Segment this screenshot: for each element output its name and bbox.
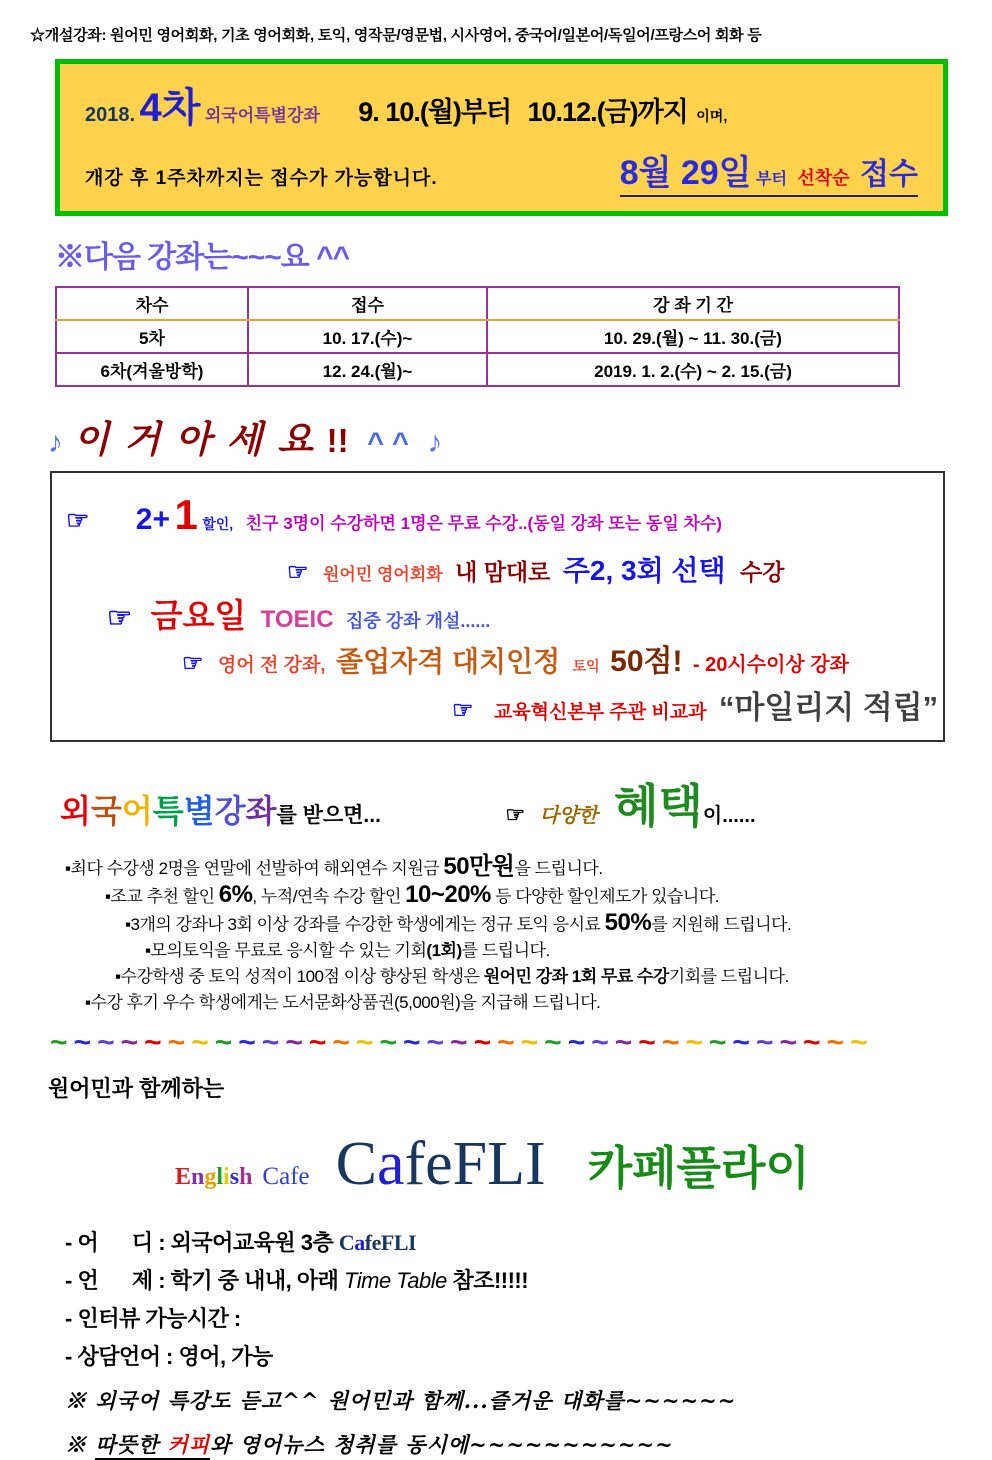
colored-letter: 좌 [245,793,277,830]
banner-period-from: 9. 10.(월)부터 [358,97,512,127]
detail-where-text: 외국어교육원 3층 [170,1230,339,1256]
next-courses-title: ※다음 강좌는~~~요 ^^ [55,241,350,274]
banner-year: 2018. [85,104,136,126]
benefit-segment: 을 드립니다. [514,859,603,879]
benefit-segment: ▪수강 후기 우수 학생에게는 도서문화상품권(5,000원)을 지급해 드립니다. [85,993,601,1013]
handwriting-line-1: ※ 외국어 특강도 듣고^^ 원어민과 함께...즐거운 대화를~~~~~~ [65,1388,737,1414]
brand-letters-rest: feFLI [364,1230,417,1256]
benefit-segment: , 누적/연속 수강 할인 [252,887,406,907]
colored-letter: ~ [779,1026,803,1060]
colored-letter: 별 [183,793,215,830]
cafe-korean-name: 카페플라이 [587,1142,810,1195]
brand-letter-c: C [338,1230,355,1256]
promo-one: 1 [174,491,198,538]
pointing-finger-icon: ☞ [505,802,526,828]
colored-letter: l [216,1164,224,1191]
promo-all-english: 영어 전 강좌, [217,655,326,677]
benefits-word: 혜택 [614,781,703,833]
colored-letter: ~ [379,1026,403,1060]
know-this-text: 이 거 아 세 요 [73,420,317,461]
brand-letter-c: C [335,1130,377,1199]
pointing-finger-icon: ☞ [452,696,474,724]
colored-letter: ~ [238,1026,262,1060]
benefit-item [65,882,992,910]
colored-letter: ~ [520,1026,545,1060]
detail-timetable: Time Table [344,1268,447,1294]
pointing-finger-icon: ☞ [182,650,204,678]
table-header-cell: 접수 [248,287,487,320]
colored-letter: ~ [144,1026,168,1060]
colored-letter: ~ [638,1026,662,1060]
benefit-segment: ▪최다 수강생 2명을 연말에 선발하여 해외연수 지원금 [65,859,444,879]
banner-round: 4차 [139,86,201,130]
detail-when [65,1264,992,1295]
colored-letter: ~ [426,1026,451,1060]
benefit-segment: 10~20% [405,881,491,909]
colored-letter: 외 [60,793,91,830]
table-row [56,320,899,353]
brand-letter-a: a [376,1130,405,1199]
first-come-label: 선착순 [797,168,850,188]
smiley-text: ^ ^ [367,427,409,459]
benefits-suffix: 를 받으면... [276,804,381,828]
cafe-title [175,1129,992,1200]
benefits-various: 다양한 [539,805,598,828]
pointing-finger-icon: ☞ [66,505,90,535]
benefit-segment: (1회) [426,941,462,961]
benefit-segment: ▪조교 추천 할인 [105,887,219,907]
benefit-segment: 등 다양한 할인제도가 있습니다. [490,887,719,907]
promo-line-mileage [452,687,943,729]
colored-letter: 국 [90,793,122,830]
colored-letter: ~ [850,1026,874,1060]
cafe-word: Cafe [262,1163,310,1191]
colored-letter: h [239,1164,253,1191]
rainbow-separator [50,1026,992,1060]
promo-graduation-credit: 졸업자격 대치인정 [336,646,561,678]
detail-when-text1: 학기 중 내내, 아래 [170,1268,344,1294]
colored-letter: ~ [755,1026,780,1060]
detail-when-text2: 참조!!!!! [446,1268,529,1294]
table-header-cell: 강 좌 기 간 [487,287,899,320]
colored-letter: ~ [73,1026,98,1060]
colored-letter: ~ [544,1026,568,1060]
promo-line-friday [107,594,943,639]
colored-letter: ~ [214,1026,239,1060]
promo-toeic: TOEIC [260,606,334,634]
banner-line-2 [85,145,918,197]
music-note-icon: ♪ [427,426,443,459]
colored-letter: ~ [50,1026,74,1060]
colored-letter: ~ [473,1026,498,1060]
english-word [175,1164,252,1191]
colored-letter: ~ [685,1026,709,1060]
know-this-exclamation: !! [326,422,349,459]
colored-letter: ~ [708,1026,733,1060]
hand2-rest: 와 영어뉴스 청취를 동시에~~~~~~~~~~~ [210,1432,674,1458]
registration-start-date [620,145,918,197]
detail-language: - 상담언어 : 영어, 가능 [65,1344,273,1370]
colored-letter: ~ [97,1026,121,1060]
handwriting-line-2 [65,1429,992,1459]
benefit-segment: 50만원 [443,853,515,881]
colored-letter: ~ [591,1026,615,1060]
table-cell: 5차 [56,320,248,353]
benefit-item [65,990,992,1016]
promo-20hours: - 20시수이상 강좌 [692,654,849,677]
colored-letter: n [191,1164,205,1191]
promo-intensive: 집중 강좌 개설...... [346,611,491,632]
banner-program-name: 외국어특별강좌 [204,106,320,125]
banner-period-suffix: 이며, [696,108,728,124]
music-note-icon: ♪ [48,426,63,459]
colored-letter: 강 [214,793,246,830]
banner-registration-info: 개강 후 1주차까지는 접수가 가능합니다. [85,168,438,189]
colored-letter: ~ [732,1026,756,1060]
hand2-warm: 따뜻한 [95,1432,168,1458]
benefit-segment: 50% [604,909,652,937]
benefits-tail: 이...... [702,805,756,828]
benefits-list [65,854,992,1016]
benefits-heading [60,770,992,836]
promo-box [50,471,945,742]
benefit-segment: 원어민 강좌 1회 무료 수강 [483,967,669,987]
promo-take-course: 수강 [739,558,785,585]
table-cell: 6차(겨울방학) [56,353,248,386]
hand2-underlined [95,1432,210,1460]
benefit-segment: 기회를 드립니다. [668,967,789,987]
table-cell: 12. 24.(월)~ [248,353,487,386]
colored-letter: ~ [332,1026,356,1060]
colored-letter: ~ [355,1026,380,1060]
registration-word: 접수 [860,158,918,191]
benefit-item [65,964,992,990]
benefit-item [65,854,992,882]
detail-where [65,1226,992,1257]
promo-2plus1-desc: 친구 3명이 수강하면 1명은 무료 수강..(동일 강좌 또는 동일 차수) [245,514,722,533]
pointing-finger-icon: ☞ [287,558,309,586]
table-header-row [56,287,899,320]
cafe-details [65,1226,992,1459]
colored-letter: ~ [261,1026,286,1060]
know-this-title [48,409,992,463]
detail-where-label: - 어 디 : [65,1230,171,1256]
colored-letter: ~ [450,1026,474,1060]
next-courses-table [55,286,900,387]
colored-letter: ~ [826,1026,851,1060]
promo-friday: 금요일 [150,597,247,635]
table-cell: 2019. 1. 2.(수) ~ 2. 15.(금) [487,353,899,386]
colored-letter: ~ [567,1026,592,1060]
table-header-cell: 차수 [56,287,248,320]
detail-when-label: - 언 제 : [65,1268,171,1294]
registration-banner [55,59,948,216]
promo-line-2plus1 [66,487,943,544]
table-row [56,353,899,386]
promo-native-conversation: 원어민 영어회화 [322,564,443,584]
benefit-segment: 6% [218,881,253,909]
hand2-coffee: 커피 [167,1432,211,1458]
table-cell: 10. 17.(수)~ [248,320,487,353]
detail-interview: - 인터뷰 가능시간 : [65,1306,241,1332]
benefit-segment: 를 지원해 드립니다. [651,915,792,935]
banner-period-to: 10.12.(금)까지 [527,97,688,127]
benefit-segment: 를 드립니다. [461,941,550,961]
colored-letter: ~ [402,1026,427,1060]
benefit-item [65,938,992,964]
cafe-intro: 원어민과 함께하는 [48,1076,225,1102]
colored-letter: ~ [308,1026,333,1060]
registration-from-label: 부터 [756,171,787,188]
table-cell: 10. 29.(월) ~ 11. 30.(금) [487,320,899,353]
benefit-item [65,910,992,938]
pointing-finger-icon: ☞ [107,602,133,634]
promo-line-graduation [182,642,943,683]
brand-letters-rest: feFLI [404,1130,546,1199]
promo-2plus: 2+ [135,503,170,536]
promo-line-choice [287,552,943,590]
colored-letter: g [204,1164,217,1191]
colored-letter: ~ [497,1026,521,1060]
promo-my-way: 내 맘대로 [455,558,551,585]
registration-date: 8월 29일 [619,154,752,192]
colored-letter: i [223,1164,230,1191]
colored-letter: ~ [167,1026,192,1060]
promo-week-choice: 주2, 3회 선택 [562,554,726,586]
colored-letter: ~ [803,1026,827,1060]
promo-50points: 50점! [610,645,683,679]
colored-letter: ~ [120,1026,145,1060]
colored-letter: 어 [121,793,153,830]
brand-letter-a: a [354,1230,365,1256]
rainbow-program-title [60,793,277,830]
benefit-segment: ▪수강학생 중 토익 성적이 100점 이상 향상된 학생은 [115,967,484,987]
hand2-prefix: ※ [65,1432,96,1458]
colored-letter: ~ [191,1026,215,1060]
colored-letter: s [229,1164,240,1191]
promo-discount-label: 할인, [202,516,234,532]
course-list-note: ☆개설강좌: 원어민 영어회화, 기초 영어회화, 토익, 영작문/영문법, 시사영어, 중국어/일본어/독일어/프랑스어 회화 등 [30,27,762,44]
benefit-segment: ▪모의토익을 무료로 응시할 수 있는 기회 [145,941,427,961]
cafefli-brand [336,1129,546,1200]
colored-letter: 특 [152,793,184,830]
promo-innovation-hq: 교육혁신본부 주관 비교과 [493,701,707,723]
colored-letter: ~ [285,1026,309,1060]
colored-letter: E [175,1164,192,1191]
colored-letter: ~ [614,1026,639,1060]
promo-mileage-quote: “마일리지 적립” [718,689,939,725]
promo-toeic-small: 토익 [572,658,600,675]
benefit-segment: ▪3개의 강좌나 3회 이상 강좌를 수강한 학생에게는 정규 토익 응시료 [125,915,605,935]
detail-where-brand [339,1230,416,1255]
colored-letter: ~ [661,1026,686,1060]
banner-line-1 [85,76,918,133]
